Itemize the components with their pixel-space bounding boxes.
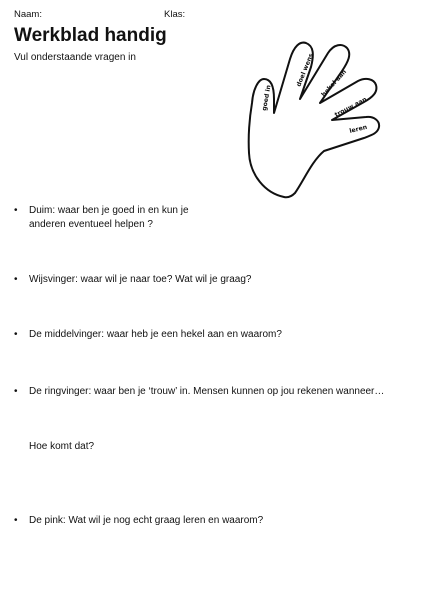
question-text-continued: anderen eventueel helpen ? [29, 219, 153, 230]
class-field-label: Klas: [164, 9, 186, 20]
page-title: Werkblad handig [14, 25, 167, 46]
page-subtitle: Vul onderstaande vragen in [14, 52, 136, 63]
followup-question: Hoe komt dat? [29, 441, 95, 452]
middle-finger-label: hekel aan [320, 68, 349, 99]
question-ring-finger [14, 385, 424, 399]
question-text: De ringvinger: waar ben je ‘trouw’ in. Mensen kunnen op jou rekenen wanneer… [29, 386, 385, 397]
bullet: • [14, 386, 18, 397]
thumb-label: goed in [261, 84, 273, 112]
question-middle-finger [14, 328, 344, 342]
index-finger-label: doel wens [295, 52, 316, 88]
question-text: Wijsvinger: waar wil je naar toe? Wat wil je graag? [29, 274, 252, 285]
bullet: • [14, 329, 18, 340]
hand-illustration [240, 35, 390, 205]
question-text: De pink: Wat wil je nog echt graag leren en waarom? [29, 515, 264, 526]
pinky-label: leren [348, 123, 368, 135]
bullet: • [14, 205, 18, 216]
bullet: • [14, 274, 18, 285]
question-text: De middelvinger: waar heb je een hekel aan en waarom? [29, 329, 282, 340]
bullet: • [14, 515, 18, 526]
hand-outline-icon [240, 35, 390, 205]
question-index-finger [14, 273, 314, 287]
name-field-label: Naam: [14, 9, 42, 20]
ring-finger-label: trouw aan [333, 96, 369, 119]
question-pinky [14, 514, 344, 528]
question-thumb [14, 204, 214, 232]
question-text: Duim: waar ben je goed in en kun je [29, 205, 189, 216]
